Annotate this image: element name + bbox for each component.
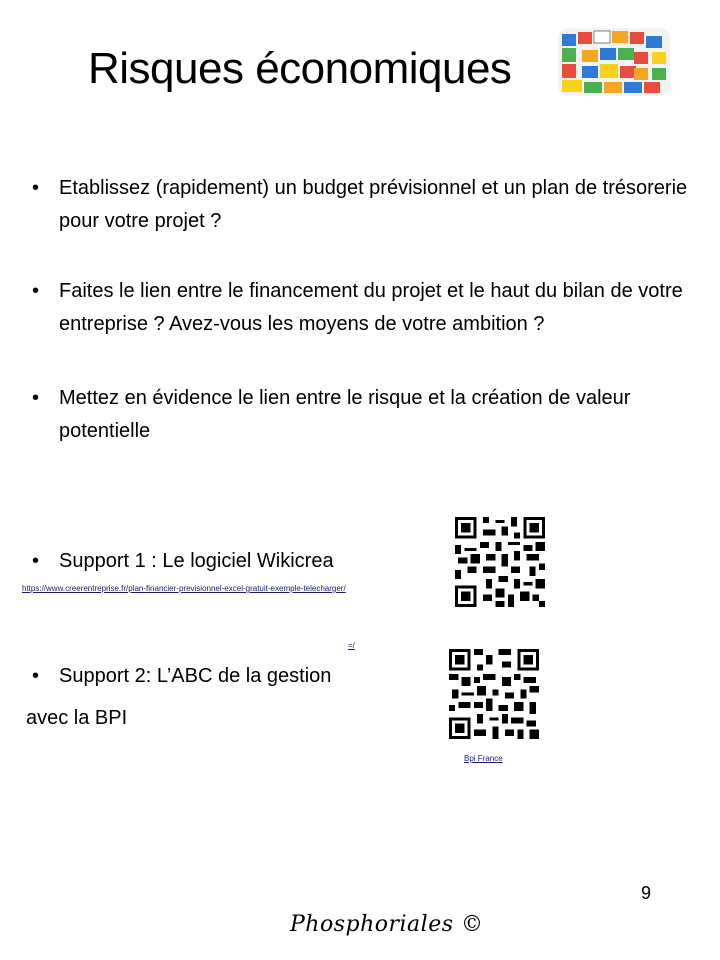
bullet-marker: • xyxy=(32,550,40,572)
bpi-link[interactable]: Bpi France xyxy=(464,754,503,763)
short-link[interactable]: =/ xyxy=(348,641,355,650)
footer-brand: Phosphoriales © xyxy=(290,912,484,937)
bullet-text: Etablissez (rapidement) un budget prévisionnel et un plan de trésorerie pour votre projet ? xyxy=(59,177,688,232)
bullet-marker: • xyxy=(32,177,40,199)
bullet-marker: • xyxy=(32,665,40,687)
bullet-text: Mettez en évidence le lien entre le risque et la création de valeur potentielle xyxy=(59,387,631,442)
bullet-marker: • xyxy=(32,387,40,409)
qr-code-icon xyxy=(448,649,540,739)
bullet-continuation: avec la BPI xyxy=(26,707,128,729)
qr-code-icon xyxy=(455,517,545,607)
bullet-text: Support 2: L’ABC de la gestion xyxy=(59,665,332,687)
page-title: Risques économiques xyxy=(88,44,512,93)
bullet-text: Faites le lien entre le financement du projet et le haut du bilan de votre entreprise ? Avez-vous les moyens de votre ambition ? xyxy=(59,280,683,335)
wikicrea-link[interactable]: https://www.creerentreprise.fr/plan-financier-previsionnel-excel-gratuit-exemple-telecharger/ xyxy=(22,584,346,593)
board-game-logo xyxy=(558,28,670,96)
bullet-marker: • xyxy=(32,280,40,302)
page-number: 9 xyxy=(641,883,652,903)
bullet-text: Support 1 : Le logiciel Wikicrea xyxy=(59,550,334,572)
